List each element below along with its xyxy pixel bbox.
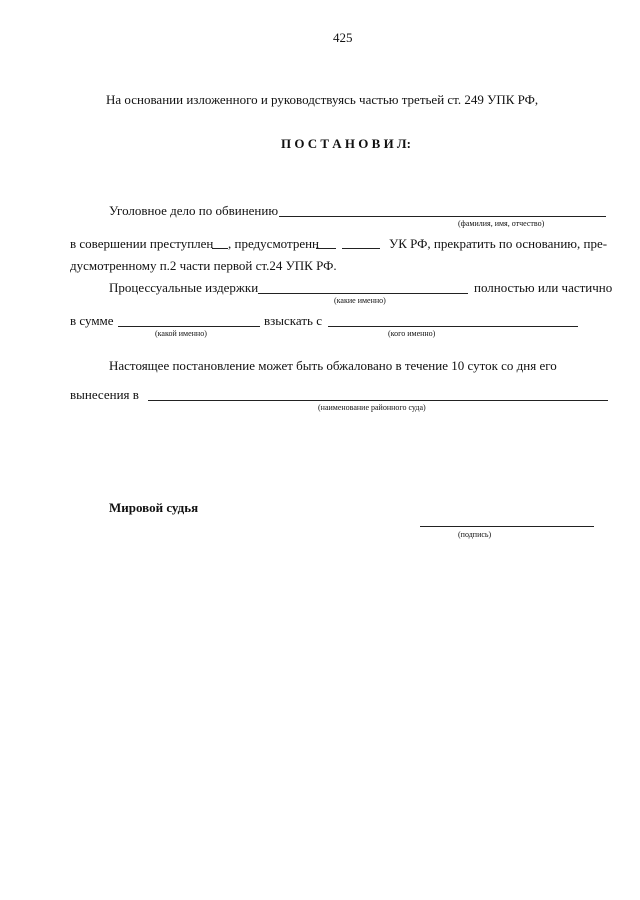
signature-field — [420, 526, 594, 527]
crime-text-4: дусмотренному п.2 части первой ст.24 УПК РФ. — [70, 258, 337, 273]
amount-caption: (какой именно) — [155, 329, 207, 338]
costs-suffix: полностью или частично — [474, 280, 613, 295]
whom-caption: (кого именно) — [388, 329, 436, 338]
court-caption: (наименование районного суда) — [318, 403, 426, 412]
amount-field — [118, 326, 260, 327]
amount-prefix: в сумме — [70, 313, 114, 328]
crime-text-2: , предусмотренн — [228, 236, 320, 251]
signature-caption: (подпись) — [458, 530, 492, 539]
resolution-heading: П О С Т А Н О В И Л: — [281, 136, 411, 151]
case-name-field — [279, 216, 606, 217]
crime-text-3: УК РФ, прекратить по основанию, пре- — [389, 236, 608, 251]
appeal-text: Настоящее постановление может быть обжаловано в течение 10 суток со дня его — [109, 358, 557, 373]
crime-ending-field — [212, 248, 228, 249]
crime-provision-field-1 — [316, 248, 336, 249]
intro-text: На основании изложенного и руководствуясь частью третьей ст. 249 УПК РФ, — [106, 92, 539, 107]
crime-provision-field-2 — [342, 248, 380, 249]
page-number: 425 — [333, 30, 353, 45]
court-name-field — [148, 400, 608, 401]
case-prefix: Уголовное дело по обвинению — [109, 203, 279, 218]
recover-from-field — [328, 326, 578, 327]
crime-text-1: в совершении преступлен — [70, 236, 214, 251]
costs-caption: (какие именно) — [334, 296, 386, 305]
costs-prefix: Процессуальные издержки — [109, 280, 259, 295]
amount-middle: взыскать с — [264, 313, 322, 328]
case-name-caption: (фамилия, имя, отчество) — [458, 219, 545, 228]
judge-label: Мировой судья — [109, 500, 199, 515]
appeal-prefix: вынесения в — [70, 387, 139, 402]
costs-field — [258, 293, 468, 294]
